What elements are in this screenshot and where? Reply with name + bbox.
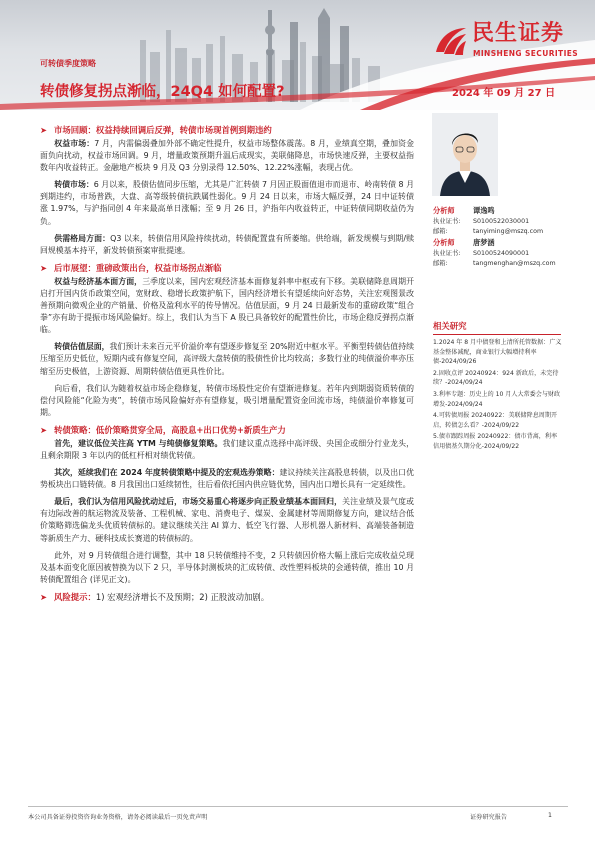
page-number: 1	[548, 812, 552, 819]
analyst-portrait-image	[432, 113, 498, 196]
analyst-name: 谭逸鸣	[473, 206, 495, 215]
section-heading-risk: ➤ 风险提示：1) 宏观经济增长不及预期；2) 正股波动加剧。	[40, 591, 270, 602]
footer-disclaimer: 本公司具备证券投资咨询业务资格，请务必阅读最后一页免责声明	[28, 814, 208, 821]
section-heading-strategy: ➤ 转债策略：低价策略贯穿全局，高股息+出口优势+新质生产力	[40, 424, 286, 435]
risk-text: 1) 宏观经济增长不及预期；2) 正股波动加剧。	[95, 591, 270, 602]
logo-text-cn: 民生证券	[472, 21, 565, 46]
analyst-role: 分析师	[433, 238, 455, 247]
paragraph-fundamentals: 权益与经济基本面方面，三季度以来，国内宏观经济基本面修复斜率中枢或有下移。美联储降息周期开启打开国内货币政策空间，宽财政、稳增长政策护航下，国内经济增长有望延续向好态势，关注宏观图景改善预期向微观企业的产销量、价格及盈利水平的传导情况。估值层面，9 月 24 日最新发布的重磅政策“组合拳”亦有助于提振市场风险偏好。综上，我们认为当下 A 股已具备较好的配置性价比，市场企稳反弹拐点渐临。	[40, 276, 414, 335]
section-heading-market-review: ➤ 市场回顾：权益持续回调后反弹，转债市场现首例到期违约	[40, 125, 272, 135]
paragraph-forward-view: 向后看，我们认为随着权益市场企稳修复，转债市场股性定价有望渐进修复。若年内到期弱资质转债的偿付风险能“化险为夷”，转债市场风险偏好亦有望修复，吸引增量配置资金回流市场，纯债溢价率修复可期。	[40, 383, 414, 417]
paragraph-valuation: 转债估值层面，我们预计未来百元平价溢价率有望逐步修复至 20%附近中枢水平。平衡型转债估值持续压缩至历史低位，短期内或有修复空间，高评级大盘转债的股债性价比均较高；多数行业的纯债溢价率亦压缩至历史极值，上游资源、周期转债估值更具性价比。	[40, 342, 414, 376]
analyst-email-link[interactable]: tangmenghan@mszq.com	[473, 260, 556, 267]
related-research-item[interactable]: 1.2024 年 8 月中债登和上清所托管数据：广义基金整体减配，商业银行大幅增持利率债-2024/09/26	[433, 339, 562, 366]
related-research-list	[433, 338, 563, 454]
report-category: 可转债季度策略	[40, 59, 96, 68]
paragraph-strategy-last: 最后，我们认为信用风险扰动过后，市场交易重心将逐步向正股业绩基本面回归，关注业绩及景气度或有边际改善的航运物流及装备、工程机械、家电、消费电子、煤炭、金属建材等周期修复方向，建议结合低价策略筛选偏龙头优质转债标的。建议继续关注 AI 算力、低空飞行器、人形机器人新材料、高端装备制造等新质生产力、硬科技成长赛道的转债标的。	[40, 497, 414, 543]
analyst-cert: S0100522030001	[473, 218, 530, 225]
arrow-icon: ➤	[40, 125, 48, 135]
company-logo	[432, 20, 582, 64]
paragraph-cb-market: 转债市场：6 月以来，股债估值同步压缩，尤其是广汇转债 7 月因正股面值退市而退市、岭南转债 8 月到期违约，市场普跌，大盘、高等级转债抗跌属性弱化。9 月 24 日以来，市场大幅反弹，24 日中证转债涨 1.97%，与沪指同创 4 年来最高单日涨幅；至 9 月 26 日，沪指年内收益转正，中证转债同期收益仍为负。	[40, 180, 414, 226]
analyst-photo	[432, 113, 498, 196]
report-date: 2024 年 09 月 27 日	[452, 88, 556, 99]
arrow-icon: ➤	[40, 262, 48, 273]
arrow-icon: ➤	[40, 591, 48, 602]
paragraph-strategy-second: 其次，延续我们在 2024 年度转债策略中提及的宏观选券策略：建议持续关注高股息转债，以及出口优势板块出口链转债。8 月我国出口延续韧性，往后看依托国内供应链优势，国内出口增长具有一定延续性。	[40, 468, 414, 490]
analyst-email-link[interactable]: tanyiming@mszq.com	[473, 228, 544, 235]
paragraph-strategy-first: 首先，建议低位关注高 YTM 与纯债修复策略。我们建议重点选择中高评级、央国企或细分行业龙头，且剩余期限 3 年以内的低杠杆相对绩优转债。	[40, 438, 414, 460]
paragraph-portfolio-adjust: 此外，对 9 月转债组合进行调整，其中 18 只转债维持不变，2 只转债因价格大幅上涨后完成收益兑现及基本面变化原因被替换为以下 2 只，半导体封测板块的汇成转债、改性塑料板块的会通转债，推出 10 月转债配置组合 (详见正文)。	[40, 550, 414, 584]
footer-report-type: 证券研究报告	[470, 814, 508, 821]
analyst-card-2	[433, 238, 563, 269]
related-research-item[interactable]: 2.固收点评 20240924：924 新政后，未完待续？-2024/09/24	[433, 369, 559, 387]
footer-divider	[28, 806, 568, 807]
related-research-item[interactable]: 4.可转债周报 20240922：美联储降息周期开启，转债怎么看？-2024/09/22	[433, 412, 558, 429]
cert-label: 执业证书:	[433, 218, 461, 225]
main-content	[40, 124, 414, 605]
section-heading-outlook: ➤ 后市展望：重磅政策出台，权益市场拐点渐临	[40, 262, 222, 273]
analyst-card-1	[433, 206, 563, 237]
minsheng-logo-icon	[432, 22, 468, 58]
header-banner	[0, 0, 595, 110]
analyst-cert: S0100524090001	[473, 250, 530, 257]
related-research-item[interactable]: 3.利率专题：历史上的 10 月人大常委会与财政增发-2024/09/24	[433, 390, 561, 408]
analyst-role: 分析师	[433, 206, 455, 215]
analyst-name: 唐梦涵	[473, 238, 495, 247]
email-label: 邮箱:	[433, 260, 448, 267]
cert-label: 执业证书:	[433, 250, 461, 257]
related-research-item[interactable]: 5.债市跟踪周报 20240922：债市背离，利率信用债基久期分化-2024/09/22	[433, 433, 558, 450]
paragraph-supply-demand: 供需格局方面：Q3 以来，转债信用风险持续扰动，转债配置盘有所萎缩。供给端，新发规模与到期/赎回规模基本持平，新发转债预案审批提速。	[40, 233, 414, 255]
report-title: 转债修复拐点渐临，24Q4 如何配置?	[40, 84, 285, 100]
email-label: 邮箱:	[433, 228, 448, 235]
paragraph-equity-market: 权益市场：7 月，内需偏弱叠加外部不确定性提升，权益市场整体震荡。8 月，业绩真空期，叠加资金面负向扰动，权益市场回调。9 月，增量政策预期升温后成现实，美联储降息，市场快速反弹，主要权益指数年内收益转正。金融地产板块 9 月及 Q3 分别录得 12.50%、12.22%涨幅，表现占优。	[40, 139, 414, 173]
related-research-heading: 相关研究	[433, 320, 561, 335]
arrow-icon: ➤	[40, 424, 48, 435]
logo-text-en: MINSHENG SECURITIES	[473, 49, 579, 58]
